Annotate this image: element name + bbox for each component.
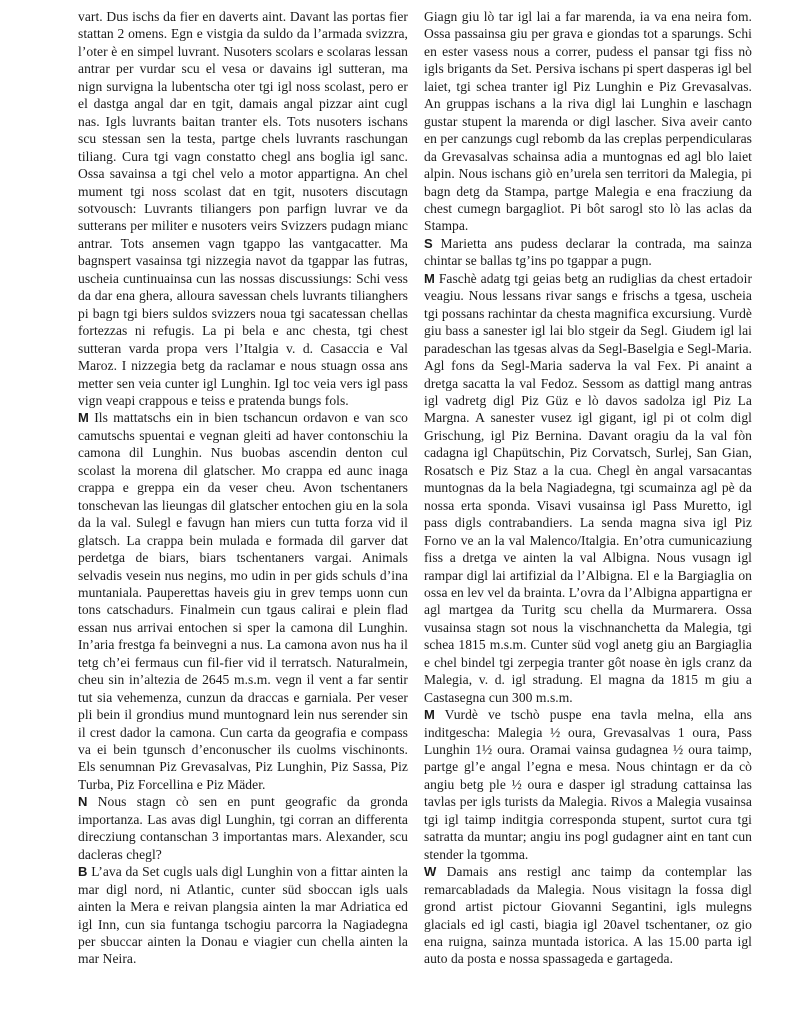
left-column (78, 8, 408, 968)
paragraph (78, 793, 408, 863)
paragraph-text: Ils mattatschs ein in bien tschancun ordavon e van sco camutschs spuentai e vegnan gleiti ad haver contonschiu la camona dil Lunghin. Nus buobas ascendin denton cul scolast la morena dil glatscher. Mo crappa ed aunc inaga crappa e greppa ein da veser cheu. Avon tschentaners tonschevan las lieungas dil glatscher entochen giu en la sola da la val. Sulegl e favugn han miers cun tutta forza vid il glatsch. La crappa bein mulada e formada dil garver dat perdetga de biars, biars tschentaners vargai. Animals selvadis vesein nus negins, mo udin in per gids schuls d’ina muntaniala. Pauperettas haveis giu in grev temps uonn cun tons catschadurs. Finalmein cun tgaus calirai e plein flad essan nus arrivai entochen si sper la camona dil Lunghin. In’aria frestga fa beinvegni a nus. La camona avon nus ha il tetg ch’ei fermaus cun fil-fier vid il terratsch. Naturalmein, cheu sin in’altezia de 2645 m.s.m. vegn il vent a far sentir tut sia vehemenza, cunzun da draccas e garniala. Per veser pli bein il grondius mund muntognard lein nus serender sin il crest dador la camona. Cun carta da geografia e compass va ei bein tgunsch d’enconuscher ils cuolms vischinonts. Els senumnan Piz Grevasalvas, Piz Lunghin, Piz Sassa, Piz Turba, Piz Forcellina e Piz Mäder. (78, 410, 409, 792)
right-column (424, 8, 752, 968)
speaker-initial: M (78, 410, 89, 426)
paragraph (78, 8, 408, 409)
speaker-initial: M (424, 707, 435, 723)
paragraph (424, 863, 752, 968)
speaker-initial: B (78, 864, 88, 880)
paragraph-text: L’ava da Set cugls uals digl Lunghin von a fittar ainten la mar digl nord, ni Atlantic, cunter süd sboccan igls uals ainten la Mera e reivan plangsia ainten la mar Adriatica ed igl Inn, cun sia funtanga tschogiu parcorra la Nagiadegna per sbuccar ainten la Donau e viagier cun chella ainten la mar Neira. (78, 864, 408, 967)
paragraph-text: Giagn giu lò tar igl lai a far marenda, ia va ena neira fom. Ossa passainsa giu per grava e giondas tot a sparungs. Schi en ester vasess nous a correr, pudess el pansar tgi fiss nò igls brigants da Set. Persiva ischans pi spert dasperas igl bel laiet, tgi schea tranter igl Piz Lunghin e Piz Grevasalvas. An gruppas ischans a la riva digl lai Lunghin e laschagn gustar stupent la marenda or digl lascher. Siva aveir canto en per canzungs cugl rebomb da las creplas perpendicularas da Grevasalvas schainsa adia a muntognas ed agl blo laiet alpin. Nous ischans giò en’urela sen territori da Malegia, pi bagn detg da Stampa, partge Malegia e ena fracziung da chest cumegn bargagliot. Pi bôt sarogl sto lò las aclas da Stampa. (424, 9, 752, 234)
paragraph (424, 8, 752, 235)
paragraph (78, 863, 408, 968)
paragraph-text: Vurdè ve tschò puspe ena tavla melna, ella ans inditgescha: Malegia ½ oura, Grevasalvas 1 oura, Pass Lunghin 1½ oura. Oramai vainsa gudagnea ½ oura taimp, partge gl’e angal l’egna e mesa. Nous chintagn er da cò angiu betg ple ½ oura e dasper igl stradung cattainsa las tavlas per igls turists da Malegia. Rivos a Malegia vusainsa tgi igl taimp inditgia corresponda stupent, surtot cura tgi satratta da muntar; angiu ins pogl gudagner aint en tant cun stender la tgomma. (424, 707, 752, 862)
speaker-initial: S (424, 235, 433, 251)
paragraph-text: Damais ans restigl anc taimp da contemplar las remarcabladads da Malegia. Nous visitagn la fossa digl grond artist pictour Giovanni Segantini, igls mulegns glacials ed igl casti, biagia igl 20avel tschentaner, oz gio ena ruigna, sainza muntada istorica. A las 15.00 parta igl auto da posta e nossa spassageda e gartageda. (424, 864, 752, 967)
speaker-initial: M (424, 270, 435, 286)
paragraph-text: Marietta ans pudess declarar la contrada, ma sainza chintar se ballas tg’ins po tgappar a pugn. (424, 235, 752, 269)
speaker-initial: N (78, 794, 88, 810)
paragraph-text: vart. Dus ischs da fier en daverts aint. Davant las portas fier stattan 2 omens. Egn e vistgia da suldo da l’armada svizzra, l’oter è en simpel luvrant. Nusoters scolars e scolaras lessan antrar per vurdar scu el vesa or davains igl sutteran, ma nign survigna la lubentscha oter tgi igl noss scolast, pero er el dastga angal dar en tgit, damais angal pizzar aint cugl nas. Igls luvrants baitan tranter els. Tots nusoters ischans scu stessan sen la testa, partge chels luvrants raschungan tiliang. Cura tgi vagn constatto chegl ans boglia igl sanc. Ossa savainsa a tgi chel velo a motor appartigna. An chel mument tgi noss scolast dat en tgit, nusoters discutagn sotvousch: Luvrants tiliangers pon parfign luvrar ve da sutterans per militer e nusoters veirs Svizzers pudagn mianc antrar. Tots ansemen vagn tgappo las vantgacatter. Ma bagnspert vasainsa tgi nizzegia navot da tgappar las futras, uscheia cuntinuainsa cun las nossas discussiungs: Schi vess da dar ena ghera, alloura savessan chels luvrants tilianghers pi bagn tgi biers suldos svizzers noua tgi sacatessan chellas fortezzas ni refugis. La pi bela e anc chesta, tgi chest sutteran varda propa vers l’Italgia v. d. Casaccia e Val Maroz. I nizzegia betg da raclamar e nous stuagn ossa ans metter sen veia cunter igl Lunghin. Igl toc veia vers igl pass vign veapi crappous e teiss e pratenda bungs fols. (78, 9, 408, 408)
paragraph-text: Faschè adatg tgi geias betg an rudiglias da chest ertadoir veagiu. Nous lessans rivar sangs e frischs a tgesa, uscheia tgi possans rachintar da chesta magnifica excursiung. Vurdè giu bass a sanester igl lai blo stgeir da Segl. Giudem igl lai paradeschan las tgesas alvas da Segl-Baselgia e Segl-Maria. Agl fons da Segl-Maria saderva la val Fex. Pi anaint a dretga sacatta la val Fedoz. Sessom as dattigl mang antras igl vadretg digl Piz Güz e lò davos sadolza igl Piz La Margna. A sanester vusez igl gigant, igl pi ot colm digl Grischung, igl Piz Bernina. Davant oragiu da la val fòn cadagna igl Chapütschin, Piz Corvatsch, Surlej, San Gian, Rosatsch e Piz Staz a la cua. Chegl èn angal varsacantas muntognas da la bela Nagiadegna, tgi scumainza agl pè da nossa erta sponda. Visavi vusainsa igl Pass Muretto, igl pass digls contrabandiers. La senda magna siva igl Piz Forno ve an la val Malenco/Italgia. En’otra cumunicaziung fiss a dretga ve ainten la val Albigna. Nous vusagn igl rampar digl lai artifizial da l’Albigna. El e la Bargiaglia on ossa en lev vel da brainta. L’ovra da l’Albigna appartigna er agl martgea da Turitg scu chella da Murmarera. Ossa vusainsa stagn sot nous la vischnanchetta da Malegia, tgi schea 1815 m.s.m. Cunter süd vogl anetg giu an Bargiaglia e chel bindel tgi zerpegia tranter gôt noase èn igls cranz da Malegia, v. d. igl stradung. El magna da 1815 m giu a Castasegna cun 300 m.s.m. (424, 270, 753, 705)
speaker-initial: W (424, 864, 437, 880)
paragraph (78, 409, 408, 793)
paragraph (424, 270, 752, 706)
paragraph (424, 235, 752, 270)
paragraph-text: Nous stagn cò sen en punt geografic da gronda importanza. Las avas digl Lunghin, tgi corran an differenta direcziung contanschan 3 importantas mars. Alexander, scu dacleras chegl? (78, 794, 408, 862)
paragraph (424, 706, 752, 863)
